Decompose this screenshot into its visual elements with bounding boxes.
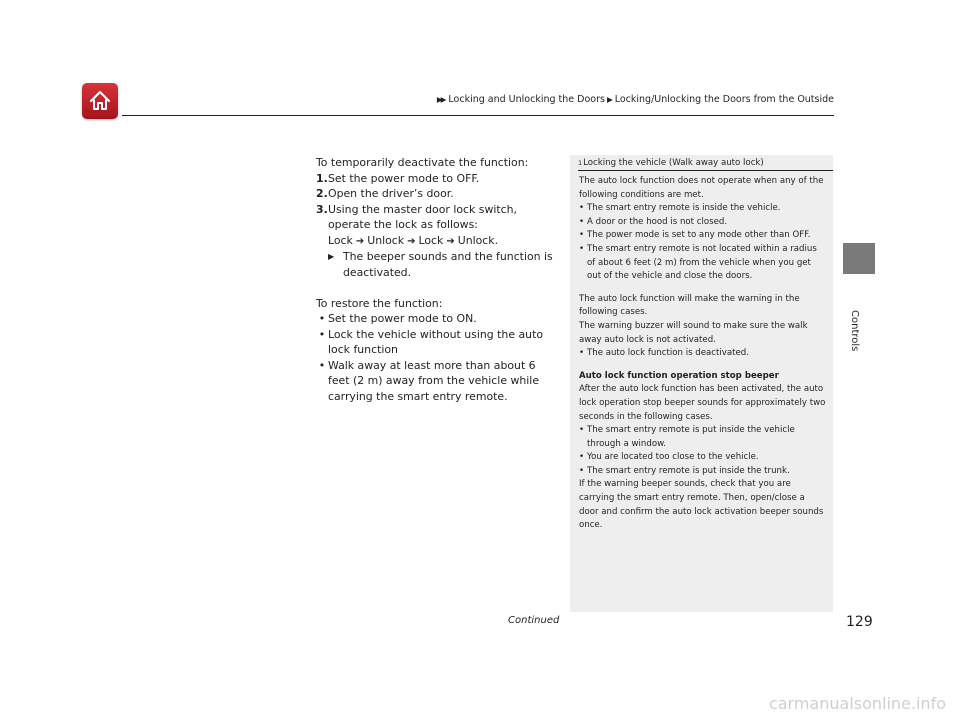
- list-item-text: A door or the hood is not closed.: [587, 216, 728, 227]
- list-item-text: The smart entry remote is put inside the trunk.: [587, 465, 790, 476]
- sidebar-paragraph: The warning buzzer will sound to make sure the walk away auto lock is not activated.: [579, 320, 808, 345]
- arrow-right-icon: ➔: [355, 235, 365, 247]
- list-item: [579, 202, 827, 216]
- breadcrumb-item[interactable]: Locking and Unlocking the Doors: [448, 94, 605, 105]
- home-icon: [88, 89, 112, 113]
- sequence-item: Unlock.: [457, 233, 499, 247]
- triangle-right-icon: ▶: [606, 95, 611, 104]
- list-item-text: Walk away at least more than about 6 feet (2 m) away from the vehicle while carrying the smart entry remote.: [328, 358, 540, 403]
- sequence-item: Unlock: [367, 233, 405, 247]
- sidebar-subheading: Auto lock function operation stop beeper: [579, 370, 779, 381]
- step-number: 2.: [316, 187, 328, 200]
- reference-number: 1: [578, 159, 583, 167]
- list-item-text: The power mode is set to any mode other than OFF.: [587, 230, 811, 241]
- step-item: [316, 202, 554, 233]
- breadcrumb: [437, 94, 834, 105]
- step-item: [316, 171, 554, 187]
- arrow-right-icon: ➔: [407, 235, 416, 247]
- triangle-right-icon: ▶▶: [436, 95, 445, 104]
- list-item: [579, 347, 827, 361]
- arrow-right-icon: ➔: [446, 235, 455, 247]
- list-item-text: You are located too close to the vehicle.: [587, 452, 759, 463]
- list-item: [579, 216, 827, 230]
- section-tab-label: Controls: [849, 310, 860, 352]
- bullet-icon: •: [579, 216, 585, 227]
- intro-text: To temporarily deactivate the function:: [316, 156, 529, 169]
- step-text: Open the driver’s door.: [328, 187, 454, 200]
- triangle-right-icon: ▶: [328, 252, 335, 261]
- page-number: 129: [846, 614, 873, 630]
- bullet-icon: •: [318, 312, 326, 325]
- list-item-text: Set the power mode to ON.: [328, 312, 477, 325]
- bullet-icon: •: [579, 203, 585, 214]
- list-item: [579, 465, 827, 479]
- bullet-icon: •: [579, 465, 585, 476]
- sidebar-paragraph: After the auto lock function has been activated, the auto lock operation stop beeper sounds for approximately two seconds in the following cases.: [579, 384, 826, 422]
- home-button[interactable]: [82, 83, 118, 119]
- sidebar-body: [579, 175, 827, 533]
- restore-title: To restore the function:: [316, 296, 443, 310]
- list-item-text: Lock the vehicle without using the auto lock function: [328, 327, 544, 356]
- list-item-text: The smart entry remote is not located within a radius of about 6 feet (2 m) from the vehicle when you get out of the vehicle and close the doors.: [587, 243, 817, 282]
- sequence-item: Lock: [328, 233, 353, 247]
- watermark: carmanualsonline.info: [768, 694, 946, 713]
- step-number: 1.: [316, 171, 328, 185]
- continued-label: Continued: [508, 615, 560, 626]
- step-text: Set the power mode to OFF.: [328, 171, 480, 185]
- list-item: [579, 229, 827, 243]
- result-note-text: The beeper sounds and the function is: [343, 250, 553, 263]
- breadcrumb-item[interactable]: Locking/Unlocking the Doors from the Outside: [614, 94, 834, 105]
- sequence-item: Lock: [418, 233, 444, 247]
- list-item: [579, 451, 827, 465]
- sidebar-paragraph: The auto lock function will make the warning in the following cases.: [579, 293, 800, 318]
- list-item: [579, 424, 827, 451]
- bullet-icon: •: [579, 230, 585, 241]
- main-content: [316, 155, 554, 404]
- sidebar-paragraph: If the warning beeper sounds, check that you are carrying the smart entry remote. Then, open/close a door and confirm the auto lock activation beeper sounds once.: [579, 479, 824, 531]
- bullet-icon: •: [579, 243, 585, 254]
- sidebar-title-text: Locking the vehicle (Walk away auto lock): [583, 158, 764, 168]
- list-item: [316, 311, 554, 327]
- step-number: 3.: [316, 202, 328, 216]
- list-item-text: The smart entry remote is put inside the vehicle through a window.: [587, 425, 795, 449]
- list-item: [316, 358, 554, 405]
- bullet-icon: •: [579, 425, 585, 436]
- list-item-text: The auto lock function is deactivated.: [587, 348, 749, 359]
- step-item: [316, 186, 554, 202]
- result-note-text: deactivated.: [343, 265, 412, 279]
- result-note: [316, 249, 554, 265]
- bullet-icon: •: [318, 327, 326, 341]
- header-divider: [122, 115, 834, 116]
- step-text: Using the master door lock switch, operate the lock as follows:: [328, 202, 518, 231]
- sidebar-paragraph: The auto lock function does not operate when any of the following conditions are met.: [579, 176, 824, 200]
- sidebar-title: [578, 157, 833, 171]
- section-tab[interactable]: [843, 243, 875, 274]
- list-item: [316, 327, 554, 358]
- bullet-icon: •: [318, 358, 326, 372]
- lock-sequence: [316, 233, 554, 250]
- bullet-icon: •: [579, 452, 585, 463]
- list-item-text: The smart entry remote is inside the vehicle.: [587, 203, 781, 214]
- bullet-icon: •: [579, 348, 585, 359]
- list-item: [579, 243, 827, 284]
